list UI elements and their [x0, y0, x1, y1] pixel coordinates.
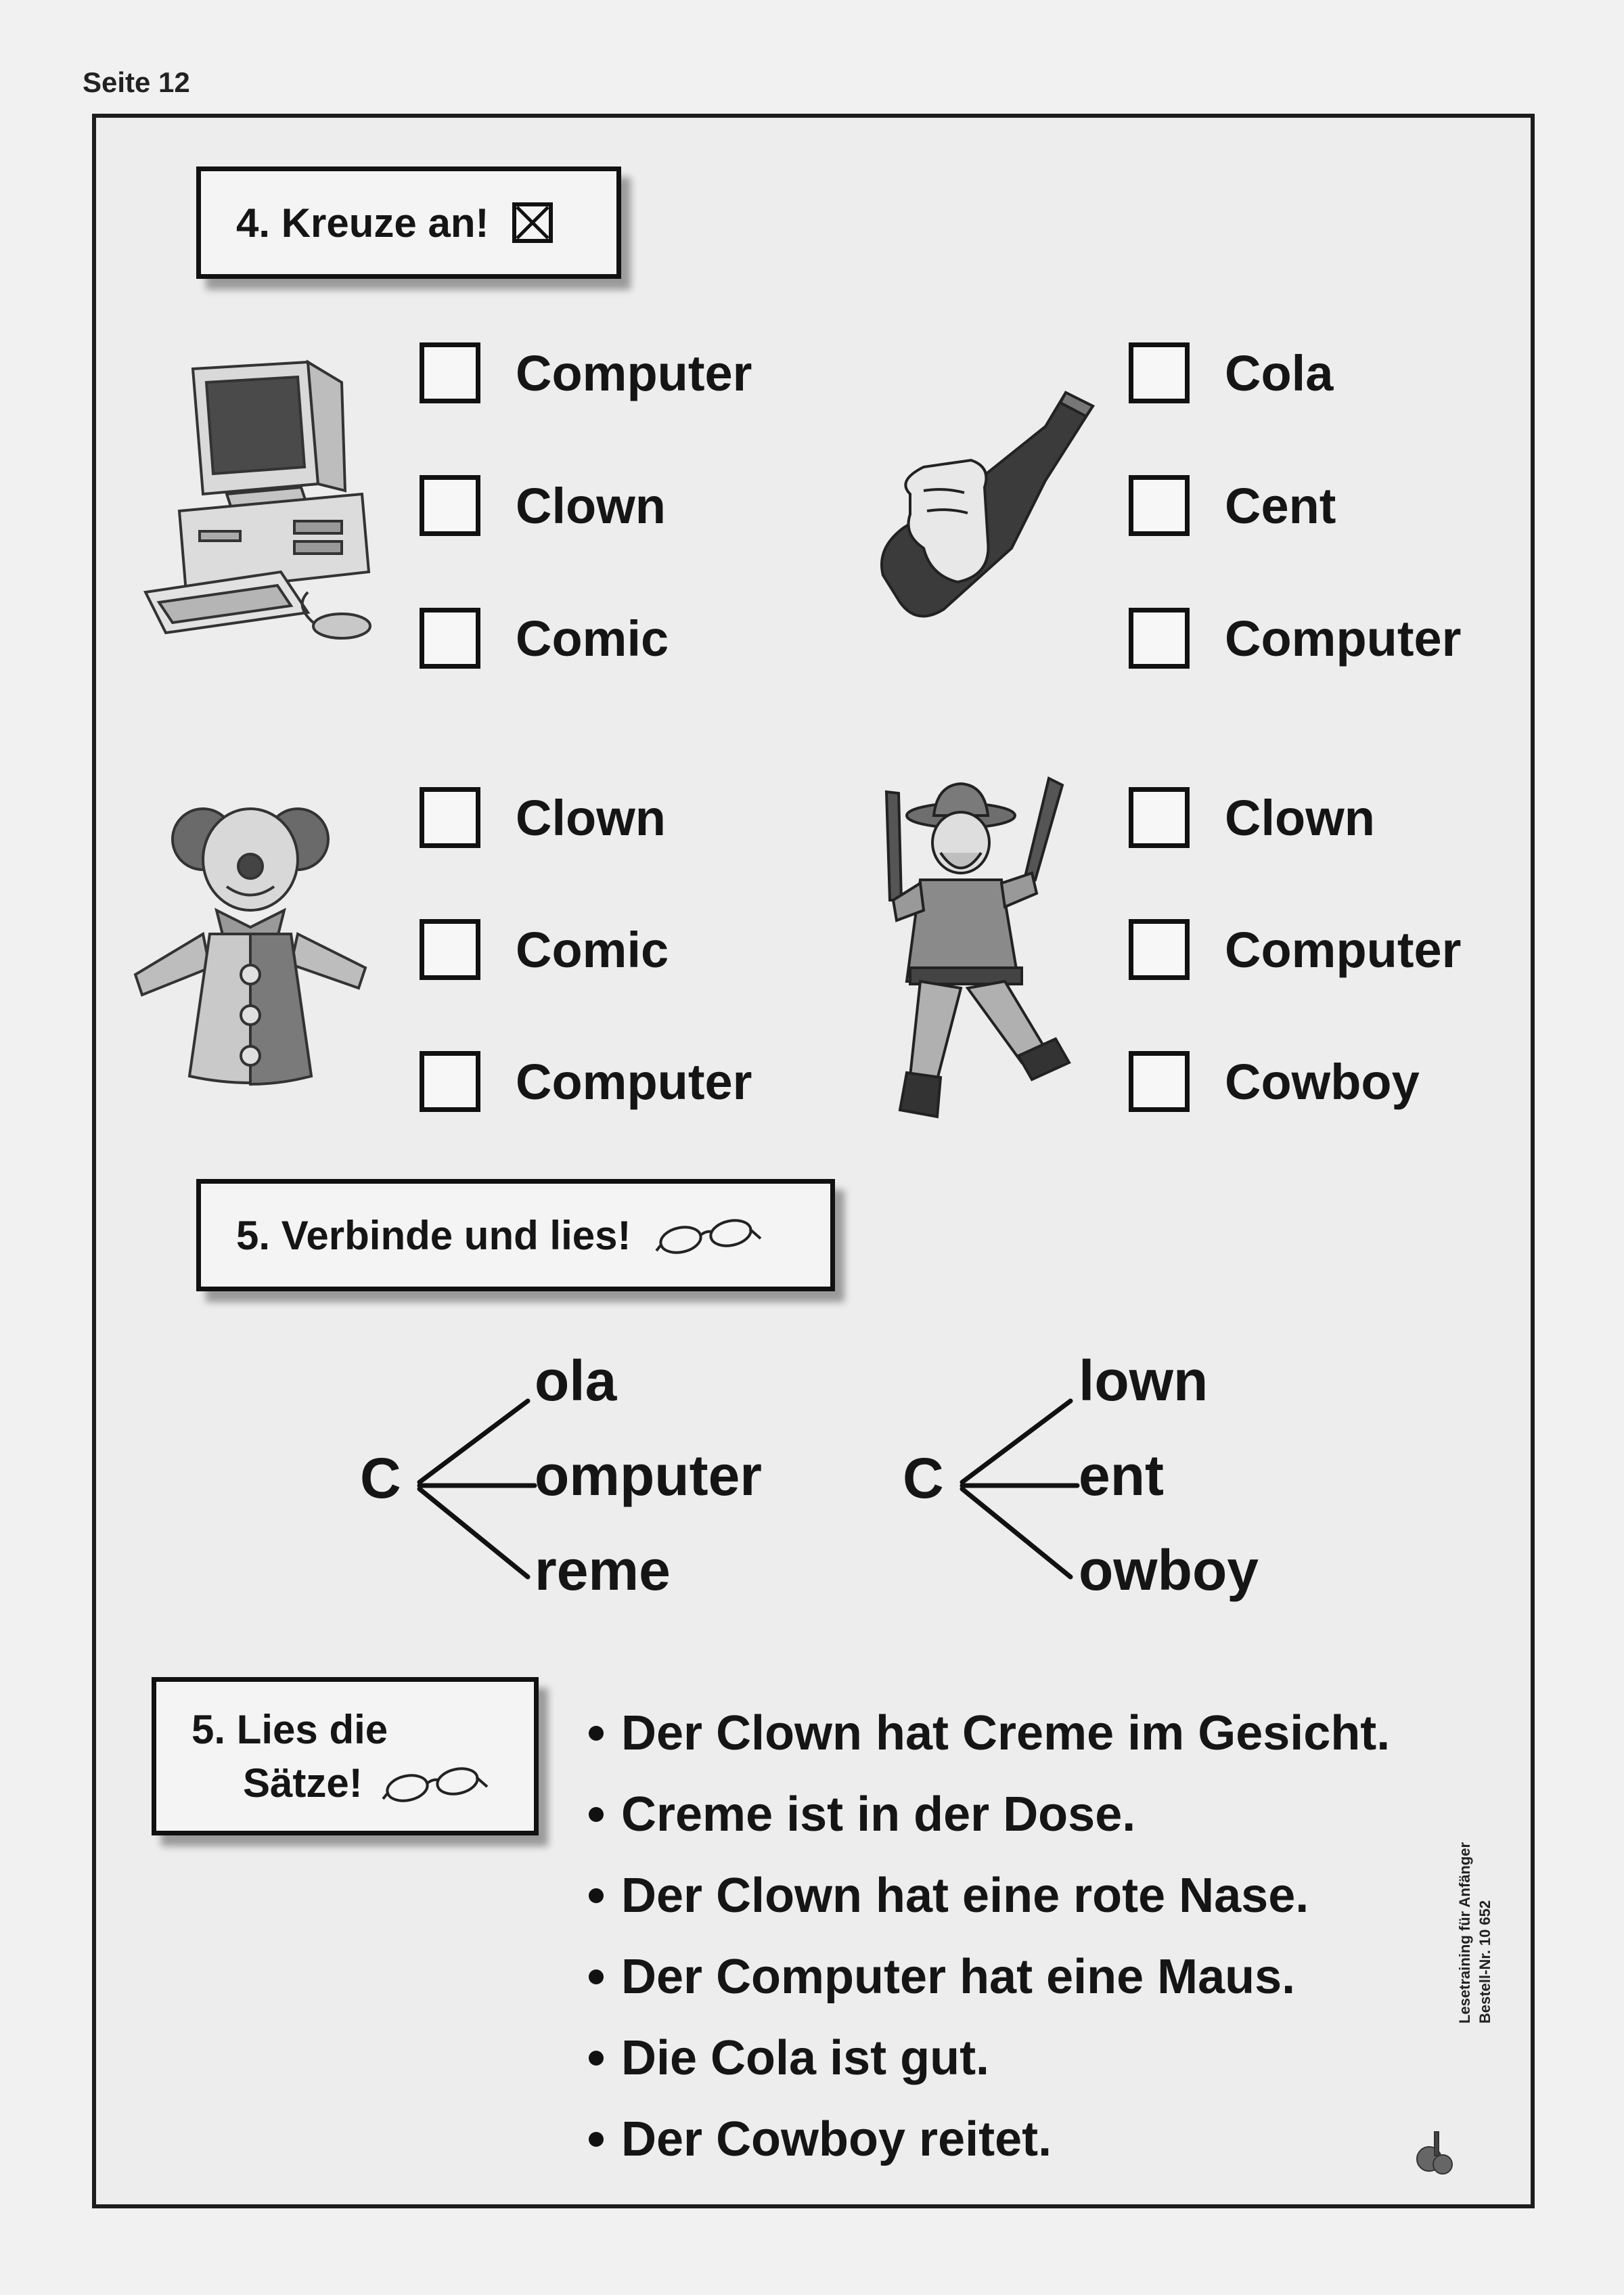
bullet-icon	[589, 1888, 604, 1903]
checkbox[interactable]	[420, 475, 480, 536]
checkbox[interactable]	[420, 787, 480, 848]
bullet-icon	[589, 1969, 604, 1984]
bullet-icon	[589, 1807, 604, 1822]
option-row	[1129, 780, 1375, 855]
option-row	[1129, 1044, 1420, 1119]
bullet-icon	[589, 2051, 604, 2066]
bullet-icon	[589, 2132, 604, 2147]
option-label: Cowboy	[1225, 1053, 1420, 1110]
bullet-icon	[589, 1726, 604, 1741]
credit-line1: Lesetraining für Anfänger	[1456, 1842, 1473, 2024]
sentence-text: Der Cowboy reitet.	[621, 2112, 1052, 2166]
option-label: Cola	[1225, 344, 1334, 401]
checkbox[interactable]	[420, 342, 480, 403]
option-row	[420, 468, 666, 543]
word-stem: C	[360, 1446, 401, 1510]
sentence-text: Der Clown hat Creme im Gesicht.	[621, 1706, 1391, 1760]
option-row	[420, 912, 669, 987]
option-label: Clown	[516, 789, 666, 846]
word-ending: owboy	[1079, 1538, 1259, 1602]
checkbox[interactable]	[1129, 608, 1190, 669]
checkbox[interactable]	[420, 1051, 480, 1112]
sentence-text: Creme ist in der Dose.	[621, 1787, 1136, 1842]
option-label: Comic	[516, 921, 669, 978]
option-row	[1129, 336, 1333, 410]
option-row	[420, 336, 752, 410]
cola-bottle-illustration	[842, 379, 1113, 636]
option-label: Clown	[1225, 789, 1375, 846]
sentence-item	[589, 2030, 989, 2086]
checkbox[interactable]	[1129, 475, 1190, 536]
word-ending: lown	[1079, 1349, 1209, 1412]
task5b-title-line1: 5. Lies die	[191, 1706, 388, 1752]
connector-lines	[413, 1381, 541, 1597]
checkbox[interactable]	[1129, 787, 1190, 848]
sentence-text: Der Computer hat eine Maus.	[621, 1950, 1296, 2004]
task4-header	[196, 166, 621, 279]
credit-line2: Bestell-Nr. 10 652	[1476, 1900, 1493, 2024]
sentence-item	[589, 1949, 1295, 2005]
task5b-header	[152, 1677, 539, 1835]
computer-illustration	[139, 349, 396, 646]
checkbox[interactable]	[1129, 1051, 1190, 1112]
option-label: Clown	[516, 477, 666, 534]
task5a-header	[196, 1179, 835, 1291]
glasses-icon	[655, 1211, 763, 1259]
glasses-icon	[382, 1760, 490, 1807]
sentence-item	[589, 1706, 1390, 1761]
option-row	[420, 1044, 752, 1119]
option-label: Cent	[1225, 477, 1336, 534]
option-label: Computer	[1225, 610, 1462, 667]
checkbox[interactable]	[420, 919, 480, 980]
checkbox[interactable]	[420, 608, 480, 669]
word-ending: reme	[535, 1538, 671, 1602]
sentence-text: Die Cola ist gut.	[621, 2031, 990, 2085]
option-row	[420, 780, 666, 855]
word-ending: ent	[1079, 1444, 1164, 1507]
sentence-item	[589, 2112, 1052, 2167]
publisher-credit	[1455, 1842, 1495, 2024]
option-row	[1129, 468, 1336, 543]
task5b-title-line2: Sätze!	[243, 1760, 363, 1806]
sentence-item	[589, 1787, 1135, 1842]
task5a-title: 5. Verbinde und lies!	[236, 1212, 631, 1258]
option-label: Computer	[516, 344, 752, 401]
checked-box-icon	[512, 202, 554, 244]
cowboy-illustration	[859, 765, 1103, 1144]
sentence-text: Der Clown hat eine rote Nase.	[621, 1869, 1309, 1923]
task4-title: 4. Kreuze an!	[236, 200, 489, 246]
page-label: Seite 12	[83, 66, 190, 98]
word-ending: ola	[535, 1349, 617, 1412]
option-row	[1129, 912, 1461, 987]
word-ending: omputer	[535, 1444, 762, 1507]
option-label: Computer	[1225, 921, 1462, 978]
publisher-logo-icon	[1414, 2125, 1462, 2179]
checkbox[interactable]	[1129, 919, 1190, 980]
option-row	[1129, 601, 1461, 675]
connector-lines	[955, 1381, 1084, 1597]
checkbox[interactable]	[1129, 342, 1190, 403]
option-label: Computer	[516, 1053, 752, 1110]
word-stem: C	[903, 1446, 944, 1510]
option-label: Comic	[516, 610, 669, 667]
sentence-item	[589, 1868, 1309, 1923]
clown-puppet-illustration	[122, 792, 379, 1096]
option-row	[420, 601, 669, 675]
